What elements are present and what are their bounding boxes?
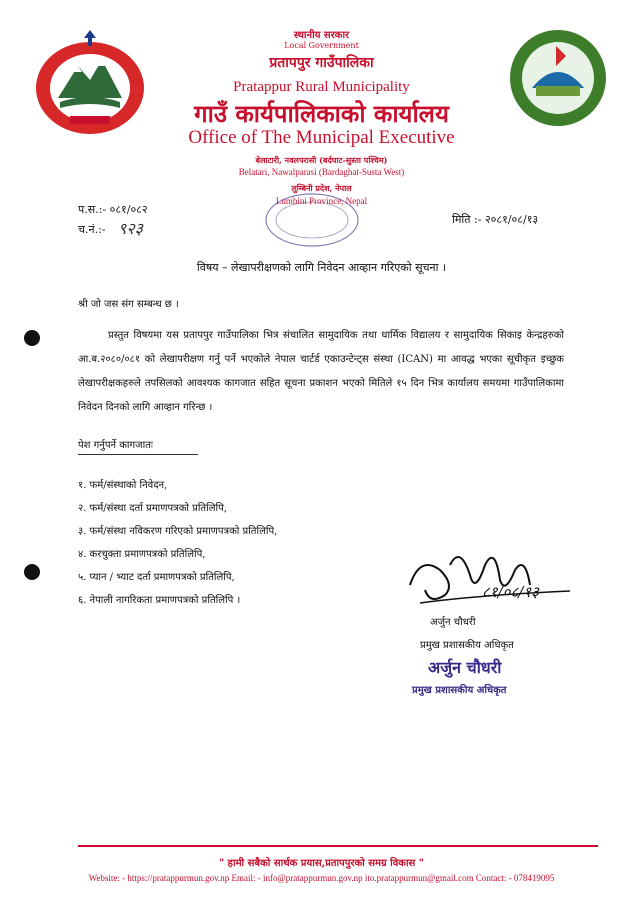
footer-slogan: " हामी सबैको सार्थक प्रयास,प्रतापपुरको समग्र विकास " (218, 858, 424, 869)
signatory-name: अर्जुन चौधरी (430, 617, 476, 628)
handwritten-signature (400, 535, 590, 615)
notice-body: प्रस्तुत विषयमा यस प्रतापपुर गाउँपालिका भित्र संचालित सामुदायिक तथा धार्मिक विद्यालय र सामुदायिक सिकाइ केन्द्रहरुको आ.ब.२०८०/०८१ को लेखापरीक्षण गर्नु पर्ने भएकोले नेपाल चार्टर्ड एकाउन्टेन्ट्स संस्था (ICAN) मा आवद्ध भएका सूचीकृत इच्छुक लेखापरीक्षकहरुले तपसिलको आवश्यक कागजात सहित सूचना प्रकाशन भएको मितिले १५ दिन भित्र कार्यालय समयमा गाउँपालिकामा निवेदन दिनको लागि आव्हान गरिन्छ । (78, 330, 564, 413)
documents-list (78, 474, 277, 612)
binder-hole (24, 330, 40, 346)
list-item: १. फर्म/संस्थाको निवेदन, (78, 480, 168, 491)
header-municipality-en: Pratappur Rural Municipality (233, 79, 410, 95)
list-item: ४. करचुक्ता प्रमाणपत्रको प्रतिलिपि, (78, 549, 206, 560)
list-item: ३. फर्म/संस्था नविकरण गरिएको प्रमाणपत्रको प्रतिलिपि, (78, 526, 278, 537)
list-item: २. फर्म/संस्था दर्ता प्रमाणपत्रको प्रतिलिपि, (78, 503, 227, 514)
header-local-govt-en: Local Government (284, 41, 359, 50)
reference-number: प.स.:- ०८१/०८२ (78, 203, 148, 216)
header-municipality-np: प्रतापपुर गाउँपालिका (269, 55, 374, 71)
header-address-np: बेलाटारी, नवलपरासी (बर्दघाट-सुस्ता पश्चिम) (255, 155, 388, 165)
list-item: ६. नेपाली नागरिकता प्रमाणपत्रको प्रतिलिपि । (78, 595, 241, 606)
stamp-name: अर्जुन चौधरी (428, 658, 502, 677)
dispatch-number-value: ९२३ (118, 219, 143, 238)
header-office-en: Office of The Municipal Executive (188, 127, 455, 148)
binder-hole (24, 564, 40, 580)
footer-contact: Website: - https://pratappurmun.gov.np Email: - info@pratappurmun.gov.np ito.pratappurmun@gmail.com Contact: - 078419095 (88, 873, 555, 883)
header-address-en: Belatari, Nawalparasi (Bardaghat-Susta West) (238, 167, 405, 177)
stamp-title: प्रमुख प्रशासकीय अधिकृत (412, 685, 507, 696)
header-province-np: लुम्बिनी प्रदेश, नेपाल (291, 183, 352, 193)
signatory-title: प्रमुख प्रशासकीय अधिकृत (420, 640, 514, 651)
header-office-np: गाउँ कार्यपालिकाको कार्यालय (194, 99, 449, 128)
office-seal-stamp (262, 190, 362, 250)
footer-divider (78, 845, 598, 847)
dispatch-number-label: च.नं.:- (78, 223, 106, 236)
documents-heading: पेश गर्नुपर्ने कागजातः (78, 440, 153, 451)
subject-line: विषय – लेखापरीक्षणको लागि निवेदन आव्हान गरिएको सूचना । (196, 261, 447, 274)
salutation: श्री जो जस संग सम्बन्ध छ । (78, 299, 179, 310)
list-item: ५. प्यान / भ्याट दर्ता प्रमाणपत्रको प्रतिलिपि, (78, 572, 235, 583)
handwritten-date: ८१/०८/१३ (482, 583, 539, 601)
header-province-en: Lumbini Province, Nepal (275, 196, 368, 206)
letter-date: मिति :- २०८१/०८/१३ (452, 213, 539, 226)
header-local-govt-np: स्थानीय सरकार (293, 30, 350, 41)
documents-heading-underline (78, 454, 198, 455)
